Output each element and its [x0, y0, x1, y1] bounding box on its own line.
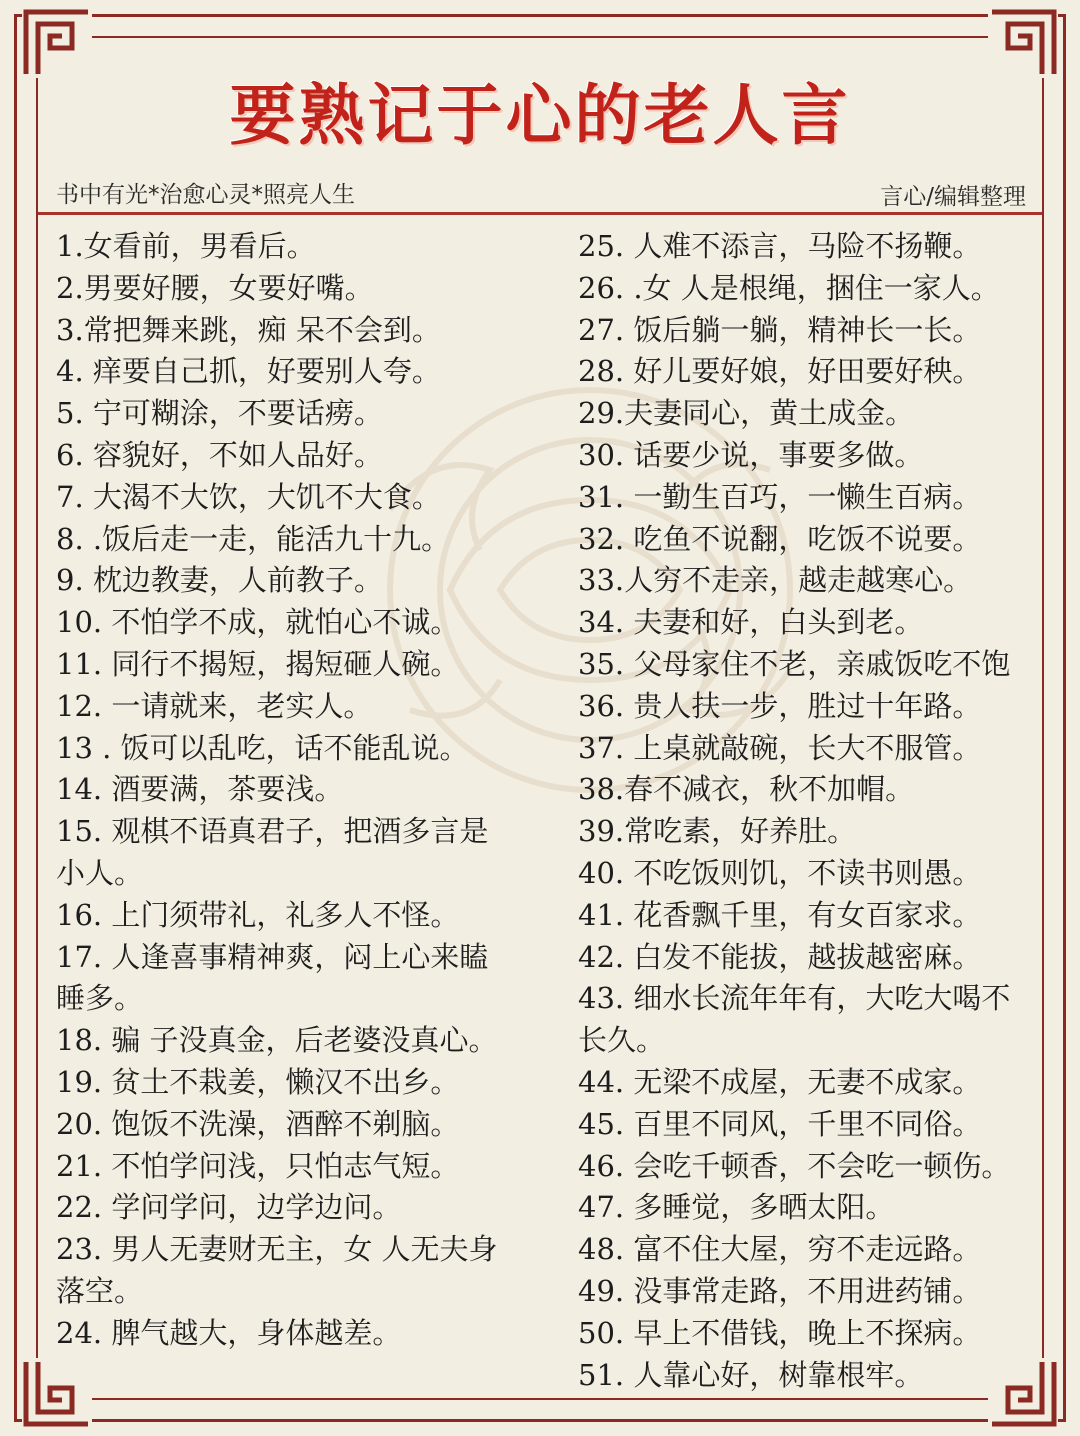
header-divider — [38, 212, 1042, 215]
saying-line: 25. 人难不添言，马险不扬鞭。 — [578, 229, 982, 263]
saying-line: 46. 会吃千顿香，不会吃一顿伤。 — [578, 1148, 1011, 1183]
saying-line: 29.夫妻同心，黄土成金。 — [578, 396, 915, 431]
saying-line: 43. 细水长流年年有，大吃大喝不 — [578, 981, 1011, 1016]
saying-line: 16. 上门须带礼，礼多人不怪。 — [56, 897, 460, 932]
saying-line: 22. 学问学问，边学边问。 — [56, 1190, 402, 1225]
saying-line: 23. 男人无妻财无主，女 人无夫身 — [56, 1232, 498, 1267]
saying-line: 10. 不怕学不成，就怕心不诚。 — [56, 605, 460, 640]
saying-line: 8. .饭后走一走，能活九十九。 — [56, 521, 451, 556]
corner-ornament-icon — [22, 1358, 92, 1428]
saying-line: 31. 一勤生百巧，一懒生百病。 — [578, 479, 982, 514]
saying-line: 51. 人靠心好，树靠根牢。 — [578, 1357, 924, 1392]
saying-line: 4. 痒要自己抓，好要别人夸。 — [56, 354, 441, 389]
saying-line: 17. 人逢喜事精神爽，闷上心来瞌 — [56, 939, 489, 974]
saying-line: 小人。 — [56, 855, 144, 890]
saying-line: 38.春不减衣，秋不加帽。 — [578, 772, 915, 807]
saying-line: 50. 早上不借钱，晚上不探病。 — [578, 1315, 982, 1350]
saying-line: 34. 夫妻和好，白头到老。 — [578, 605, 924, 640]
saying-line: 26. .女 人是根绳，捆住一家人。 — [578, 270, 1000, 305]
saying-line: 6. 容貌好，不如人品好。 — [56, 437, 383, 472]
saying-line: 3.常把舞来跳，痴 呆不会到。 — [56, 312, 441, 347]
editor-credit: 言心/编辑整理 — [880, 184, 1026, 210]
saying-line: 35. 父母家住不老，亲戚饭吃不饱 — [578, 646, 1011, 681]
saying-line: 48. 富不住大屋，穷不走远路。 — [578, 1232, 982, 1267]
saying-line: 28. 好儿要好娘，好田要好秧。 — [578, 354, 982, 389]
saying-line: 落空。 — [56, 1273, 144, 1308]
sayings-list-left — [56, 226, 534, 1355]
saying-line: 睡多。 — [56, 981, 144, 1016]
saying-line: 44. 无梁不成屋，无妻不成家。 — [578, 1064, 982, 1099]
saying-line: 15. 观棋不语真君子，把酒多言是 — [56, 814, 489, 849]
saying-line: 12. 一请就来，老实人。 — [56, 688, 373, 723]
saying-line: 33.人穷不走亲，越走越寒心。 — [578, 563, 973, 598]
saying-line: 30. 话要少说，事要多做。 — [578, 437, 924, 472]
saying-line: 39.常吃素，好养肚。 — [578, 814, 857, 849]
saying-line: 49. 没事常走路，不用进药铺。 — [578, 1273, 982, 1308]
saying-line: 19. 贫土不栽姜，懒汉不出乡。 — [56, 1064, 460, 1099]
saying-line: 5. 宁可糊涂，不要话痨。 — [56, 396, 383, 431]
saying-line: 27. 饭后躺一躺，精神长一长。 — [578, 312, 982, 347]
saying-line: 9. 枕边教妻，人前教子。 — [56, 563, 383, 598]
saying-line: 37. 上桌就敲碗，长大不服管。 — [578, 730, 982, 765]
saying-line: 21. 不怕学问浅，只怕志气短。 — [56, 1148, 460, 1183]
saying-line: 45. 百里不同风，千里不同俗。 — [578, 1106, 982, 1141]
saying-line: 40. 不吃饭则饥，不读书则愚。 — [578, 855, 982, 890]
saying-line: 24. 脾气越大，身体越差。 — [56, 1315, 402, 1350]
saying-line: 11. 同行不揭短，揭短砸人碗。 — [56, 646, 460, 681]
saying-line: 18. 骗 子没真金，后老婆没真心。 — [56, 1023, 498, 1058]
saying-line: 32. 吃鱼不说翻，吃饭不说要。 — [578, 521, 982, 556]
saying-line: 长久。 — [578, 1023, 666, 1058]
page-title: 要熟记于心的老人言 — [229, 77, 851, 154]
saying-line: 20. 饱饭不洗澡，酒醉不剃脑。 — [56, 1106, 460, 1141]
sayings-list-right — [578, 226, 1040, 1396]
saying-line: 36. 贵人扶一步，胜过十年路。 — [578, 688, 982, 723]
tagline: 书中有光*治愈心灵*照亮人生 — [56, 182, 355, 208]
saying-line: 14. 酒要满，茶要浅。 — [56, 772, 344, 807]
saying-line: 13 . 饭可以乱吃，话不能乱说。 — [56, 730, 469, 765]
saying-line: 42. 白发不能拔，越拔越密麻。 — [578, 939, 982, 974]
saying-line: 7. 大渴不大饮，大饥不大食。 — [56, 479, 441, 514]
saying-line: 2.男要好腰，女要好嘴。 — [56, 270, 374, 305]
saying-line: 41. 花香飘千里，有女百家求。 — [578, 897, 982, 932]
saying-line: 1.女看前，男看后。 — [56, 229, 316, 263]
saying-line: 47. 多睡觉，多晒太阳。 — [578, 1190, 895, 1225]
